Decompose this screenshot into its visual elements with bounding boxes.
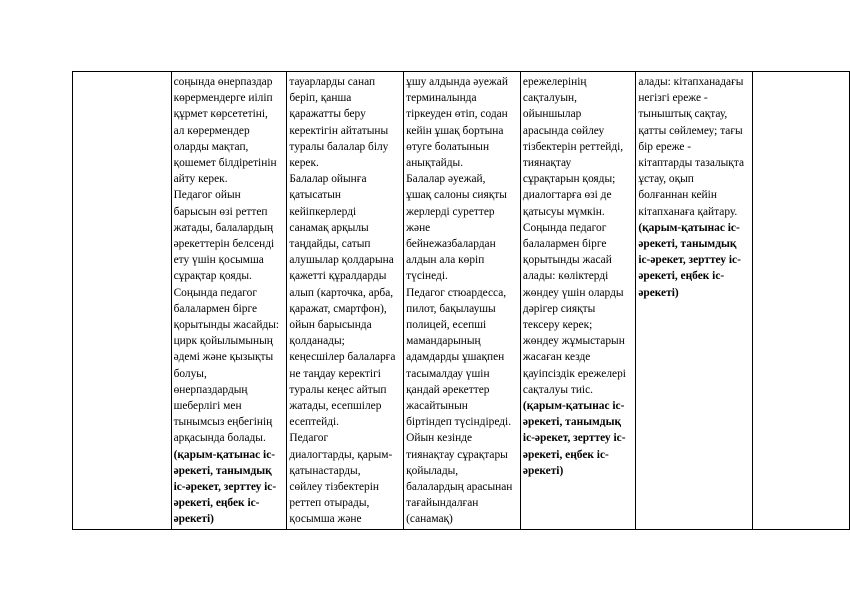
- activity-type-line: іс-әрекет, зерттеу іс-: [522, 432, 626, 445]
- activity-type-line: әрекеті, танымдық: [638, 238, 737, 251]
- cell-text-line: сақталуы тиіс.: [522, 383, 594, 396]
- cell-text-line: көрермендерге иіліп: [173, 92, 273, 105]
- cell-text-line: (санамақ): [406, 513, 453, 526]
- cell-text-line: ойын барысында: [289, 319, 372, 332]
- activity-type-line: әрекеті, танымдық: [173, 464, 272, 477]
- activity-type-line: (қарым-қатынас іс-: [173, 448, 276, 461]
- cell-text-line: алады: көліктерді: [522, 270, 609, 283]
- activity-type-line: әрекеті, еңбек іс-: [173, 497, 260, 510]
- cell-text-line: ұшақ салоны сияқты: [406, 189, 507, 202]
- cell-text-line: тауарларды санап: [289, 76, 376, 88]
- cell-text-line: бейнежазбалардан: [406, 238, 496, 251]
- cell-text-line: тексеру керек;: [522, 319, 593, 332]
- cell-text-line: бір ереже -: [638, 140, 692, 153]
- cell-text-line: Ойын кезінде: [406, 432, 473, 445]
- cell-text-line: кітапханаға қайтару.: [638, 205, 738, 218]
- cell-text-line: алады: кітапханадағы: [638, 76, 744, 88]
- cell-text-line: қойылады,: [406, 464, 459, 477]
- cell-text-line: алдын ала көріп: [406, 254, 485, 267]
- cell-text-line: кейіпкерлерді: [289, 205, 357, 218]
- cell-text-line: ұшу алдында әуежай: [406, 76, 508, 88]
- cell-text-line: болғаннан кейін: [638, 189, 717, 202]
- cell-text-line: туралы кеңес айтып: [289, 383, 387, 396]
- cell-text-line: есептейді.: [289, 416, 340, 429]
- table-cell-empty-right: [753, 72, 850, 530]
- cell-text-line: Педагог: [289, 432, 329, 445]
- cell-text-line: сұрақтар қояды.: [173, 270, 252, 283]
- cell-text-line: туралы балалар білу: [289, 140, 389, 153]
- cell-text-line: диалогтарға өзі де: [522, 189, 612, 202]
- cell-text-line: полицей, есепші: [406, 319, 487, 332]
- cell-text-line: алып (карточка, арба,: [289, 286, 394, 299]
- cell-text-line: қауіпсіздік ережелері: [522, 367, 626, 380]
- cell-text-line: балалардың арасынан: [406, 481, 513, 494]
- cell-text-line: қатысуы мүмкін.: [522, 205, 605, 218]
- cell-text-line: өтуге болатынын: [406, 140, 490, 153]
- cell-text-line: қолданады;: [289, 335, 345, 348]
- cell-text-line: оларды мақтап,: [173, 140, 249, 153]
- cell-text-line: әдемі және қызықты: [173, 351, 274, 364]
- cell-text-line: ережелерінің: [522, 76, 587, 88]
- cell-text-line: тіркеуден өтіп, содан: [406, 108, 508, 121]
- cell-text-line: түсінеді.: [406, 270, 448, 283]
- cell-text-line: қосымша және: [289, 513, 362, 526]
- cell-text-line: беріп, қанша: [289, 92, 352, 105]
- activity-type-line: әрекеті, еңбек іс-: [522, 448, 609, 461]
- table-cell-library-game: [636, 72, 753, 530]
- cell-text-line: жасайтынын: [406, 400, 468, 413]
- cell-text-line: жерлерді суреттер: [406, 205, 495, 218]
- activity-type-line: әрекеті): [173, 513, 214, 526]
- cell-text-line: қатты сөйлемеу; тағы: [638, 124, 743, 137]
- cell-text-line: анықтайды.: [406, 157, 464, 170]
- cell-text-line: жатады, есепшілер: [289, 400, 382, 413]
- cell-text-line: жасаған кезде: [522, 351, 591, 364]
- activity-type-line: әрекеті): [522, 464, 564, 477]
- table-cell-shop-game: [287, 72, 404, 530]
- cell-text-line: ал көрермендер: [173, 124, 250, 137]
- cell-text-line: барысын өзі реттеп: [173, 205, 268, 218]
- cell-text-line: терминалында: [406, 92, 477, 105]
- cell-text-line: қошемет білдіретінін: [173, 157, 277, 170]
- cell-text-line: негізгі ереже -: [638, 92, 708, 105]
- cell-text-line: кітаптарды тазалықта: [638, 157, 745, 170]
- cell-text-line: сақталуын,: [522, 92, 577, 105]
- cell-text-line: қаражат, смартфон),: [289, 302, 387, 315]
- cell-text-line: құрмет көрсететіні,: [173, 108, 268, 121]
- cell-text-line: Педагог стюардесса,: [406, 286, 507, 299]
- cell-text-line: қаражатты беру: [289, 108, 366, 121]
- activity-type-line: әрекеті, танымдық: [522, 416, 622, 429]
- cell-text-line: Балалар әуежай,: [406, 173, 486, 186]
- cell-text-line: тынымсыз еңбегінің: [173, 416, 273, 429]
- activity-type-line: іс-әрекет, зерттеу іс-: [638, 254, 741, 267]
- activity-type-line: әрекеті): [638, 286, 679, 299]
- cell-text-line: пилот, бақылаушы: [406, 302, 496, 315]
- cell-text-line: арқасында болады.: [173, 432, 266, 445]
- cell-text-line: реттеп отырады,: [289, 497, 370, 510]
- cell-text-line: қандай әрекеттер: [406, 383, 490, 396]
- cell-text-line: қорытынды жасай: [522, 254, 612, 267]
- cell-text-line: қатынастарды,: [289, 464, 361, 477]
- cell-text-line: және: [406, 221, 431, 234]
- cell-text-line: тиянақтау: [522, 157, 572, 170]
- activity-type-line: әрекеті, еңбек іс-: [638, 270, 725, 283]
- cell-text-line: соңында өнерпаздар: [173, 76, 273, 88]
- cell-text-line: Балалар ойынға: [289, 173, 367, 186]
- cell-text-line: болуы,: [173, 367, 207, 380]
- cell-text-line: біртіндеп түсіндіреді.: [406, 416, 512, 429]
- cell-text-line: ету үшін қосымша: [173, 254, 264, 267]
- cell-text-line: жатады, балалардың: [173, 221, 274, 234]
- cell-text-line: шеберлігі мен: [173, 400, 242, 413]
- activity-type-line: (қарым-қатынас іс-: [522, 400, 625, 413]
- cell-text-line: өнерпаздардың: [173, 383, 248, 396]
- table-cell-circus-game: [171, 72, 287, 530]
- cell-text-line: Соңында педагог: [173, 286, 258, 299]
- cell-text-line: сұрақтарын қояды;: [522, 173, 616, 186]
- cell-text-line: цирк қойылымының: [173, 335, 273, 348]
- cell-text-line: жөндеу үшін оларды: [522, 286, 624, 299]
- cell-text-line: ұстау, оқып: [638, 173, 694, 186]
- cell-text-line: не таңдау керектігі: [289, 367, 381, 380]
- cell-text-line: әрекеттерін белсенді: [173, 238, 275, 251]
- cell-text-line: таңдайды, сатып: [289, 238, 371, 251]
- cell-text-line: Педагог ойын: [173, 189, 241, 202]
- cell-text-line: ойыншылар: [522, 108, 582, 121]
- cell-text-line: керектігін айтатыны: [289, 124, 389, 137]
- cell-text-line: қажетті құралдарды: [289, 270, 387, 283]
- activity-type-line: (қарым-қатынас іс-: [638, 221, 740, 234]
- cell-text-line: керек.: [289, 157, 319, 170]
- table-cell-empty-left: [73, 72, 172, 530]
- cell-text-line: айту керек.: [173, 173, 228, 186]
- cell-text-line: дәрігер сияқты: [522, 302, 596, 315]
- cell-text-line: санамақ арқылы: [289, 221, 369, 234]
- table-row: [73, 72, 850, 530]
- lesson-table: [72, 71, 850, 530]
- cell-text-line: тиянақтау сұрақтары: [406, 448, 508, 461]
- cell-text-line: тағайындалған: [406, 497, 479, 510]
- cell-text-line: қорытынды жасайды:: [173, 319, 280, 332]
- cell-text-line: арасында сөйлеу: [522, 124, 605, 137]
- cell-text-line: мамандарының: [406, 335, 481, 348]
- table-cell-airport-game: [404, 72, 521, 530]
- cell-text-line: тасымалдау үшін: [406, 367, 490, 380]
- table-cell-repair-game: [520, 72, 635, 530]
- cell-text-line: диалогтарды, қарым-: [289, 448, 393, 461]
- cell-text-line: жөндеу жұмыстарын: [522, 335, 625, 348]
- cell-text-line: тізбектерін реттейді,: [522, 140, 624, 153]
- cell-text-line: адамдарды ұшақпен: [406, 351, 505, 364]
- cell-text-line: балалармен бірге: [173, 302, 258, 315]
- cell-text-line: Соңында педагог: [522, 221, 607, 234]
- activity-type-line: іс-әрекет, зерттеу іс-: [173, 481, 277, 494]
- cell-text-line: кейін ұшақ бортына: [406, 124, 504, 137]
- cell-text-line: тыныштық сақтау,: [638, 108, 728, 121]
- cell-text-line: алушылар қолдарына: [289, 254, 394, 267]
- cell-text-line: сөйлеу тізбектерін: [289, 481, 379, 494]
- cell-text-line: кеңесшілер балаларға: [289, 351, 396, 364]
- cell-text-line: қатысатын: [289, 189, 342, 202]
- cell-text-line: балалармен бірге: [522, 238, 607, 251]
